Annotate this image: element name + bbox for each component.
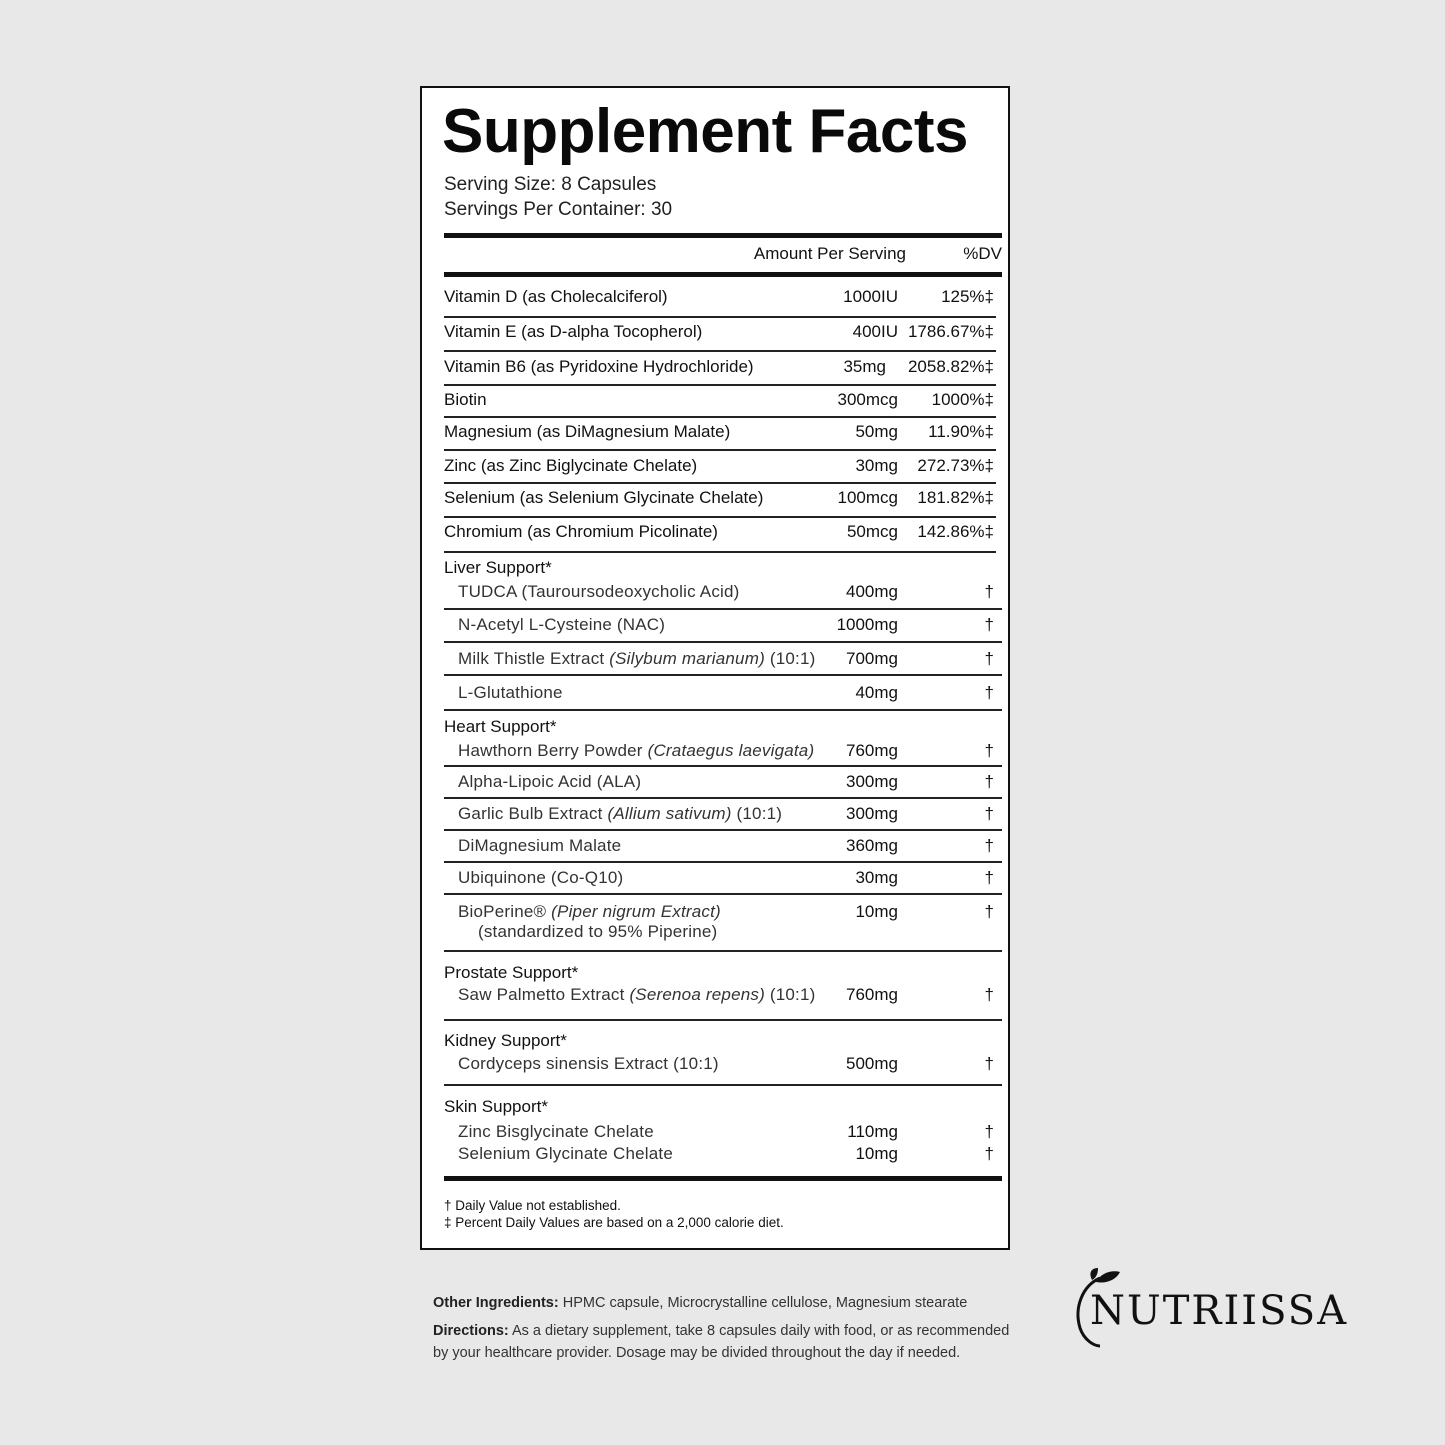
ingredient-dv: † xyxy=(984,615,994,634)
supplement-facts-panel xyxy=(420,86,1010,1250)
row-divider xyxy=(444,797,1002,799)
nutrient-name: Selenium (as Selenium Glycinate Chelate) xyxy=(444,488,764,507)
ingredient-dv: † xyxy=(984,741,994,760)
ingredient-amount: 760mg xyxy=(846,985,898,1004)
row-divider xyxy=(444,861,1002,863)
brand-logo xyxy=(1070,1268,1360,1348)
ingredient-amount: 700mg xyxy=(846,649,898,668)
ingredient-amount: 300mg xyxy=(846,804,898,823)
nutrient-amount: 50mcg xyxy=(846,522,898,541)
row-divider xyxy=(444,350,996,352)
row-divider xyxy=(444,316,996,318)
ingredient-dv: † xyxy=(984,985,994,1004)
nutrient-dv: 1786.67%‡ xyxy=(907,322,994,341)
nutrient-amount: 300mcg xyxy=(837,390,898,409)
group-title-heart: Heart Support* xyxy=(444,717,557,736)
group-title-prostate: Prostate Support* xyxy=(444,963,579,982)
row-divider xyxy=(444,1084,1002,1086)
ingredient-name: Milk Thistle Extract (Silybum marianum) (10:1) xyxy=(458,649,816,668)
row-divider xyxy=(444,482,996,484)
nutrient-amount: 100mcg xyxy=(837,488,898,507)
nutrient-dv: 272.73%‡ xyxy=(917,456,994,475)
ingredient-dv: † xyxy=(984,582,994,601)
row-divider xyxy=(444,449,996,451)
row-divider xyxy=(444,416,996,418)
nutrient-name: Biotin xyxy=(444,390,487,409)
row-divider xyxy=(444,829,1002,831)
brand-name: NUTRIISSA xyxy=(1090,1288,1349,1334)
ingredient-name: Cordyceps sinensis Extract (10:1) xyxy=(458,1054,719,1073)
nutrient-name: Magnesium (as DiMagnesium Malate) xyxy=(444,422,731,441)
ingredient-name: Ubiquinone (Co-Q10) xyxy=(458,868,624,887)
nutrient-dv: 181.82%‡ xyxy=(917,488,994,507)
ingredient-name: Zinc Bisglycinate Chelate xyxy=(458,1122,654,1141)
directions: Directions: As a dietary supplement, take 8 capsules daily with food, or as recommended by your healthcare provider. Dosage may be divided throughout the day if needed. xyxy=(433,1323,1010,1361)
ingredient-dv: † xyxy=(984,683,994,702)
ingredient-name: Garlic Bulb Extract (Allium sativum) (10:1) xyxy=(458,804,783,823)
ingredient-dv: † xyxy=(984,649,994,668)
row-divider xyxy=(444,765,1002,767)
label-title: Supplement Facts xyxy=(442,97,968,166)
ingredient-dv: † xyxy=(984,902,994,921)
header-amount: Amount Per Serving xyxy=(753,244,906,263)
nutrient-dv: 1000%‡ xyxy=(931,390,994,409)
row-divider xyxy=(444,950,1002,952)
ingredient-dv: † xyxy=(984,1144,994,1163)
nutrient-name: Chromium (as Chromium Picolinate) xyxy=(444,522,718,541)
ingredient-dv: † xyxy=(984,836,994,855)
footnote-dagger: † Daily Value not established. xyxy=(444,1198,621,1213)
row-divider xyxy=(444,551,996,553)
row-divider xyxy=(444,516,996,518)
ingredient-dv: † xyxy=(984,1122,994,1141)
ingredient-amount: 500mg xyxy=(846,1054,898,1073)
servings-per-container: Servings Per Container: 30 xyxy=(444,199,673,220)
nutrient-dv: 142.86%‡ xyxy=(917,522,994,541)
ingredient-name: L-Glutathione xyxy=(458,683,563,702)
thick-rule xyxy=(444,233,1002,238)
nutrient-name: Vitamin E (as D-alpha Tocopherol) xyxy=(444,322,703,341)
nutrient-amount: 30mg xyxy=(855,456,898,475)
nutrient-dv: 2058.82%‡ xyxy=(907,357,994,376)
nutrient-amount: 35mg xyxy=(843,357,886,376)
other-ingredients: Other Ingredients: HPMC capsule, Microcrystalline cellulose, Magnesium stearate xyxy=(433,1295,968,1311)
ingredient-name: Alpha-Lipoic Acid (ALA) xyxy=(458,772,642,791)
ingredient-name: Selenium Glycinate Chelate xyxy=(458,1144,673,1163)
ingredient-dv: † xyxy=(984,868,994,887)
footnote-double-dagger: ‡ Percent Daily Values are based on a 2,000 calorie diet. xyxy=(444,1215,784,1230)
group-title-skin: Skin Support* xyxy=(444,1097,548,1116)
ingredient-amount: 360mg xyxy=(846,836,898,855)
nutrient-amount: 50mg xyxy=(855,422,898,441)
nutrient-amount: 400IU xyxy=(852,322,898,341)
ingredient-dv: † xyxy=(984,772,994,791)
ingredient-amount: 40mg xyxy=(855,683,898,702)
row-divider xyxy=(444,893,1002,895)
thick-rule xyxy=(444,272,1002,277)
nutrient-dv: 125%‡ xyxy=(941,287,994,306)
row-divider xyxy=(444,608,1002,610)
header-dv: %DV xyxy=(963,244,1002,263)
row-divider xyxy=(444,1019,1002,1021)
ingredient-amount: 10mg xyxy=(855,902,898,921)
ingredient-name: Hawthorn Berry Powder (Crataegus laevigata) xyxy=(458,741,815,760)
nutrient-name: Zinc (as Zinc Biglycinate Chelate) xyxy=(444,456,698,475)
group-title-kidney: Kidney Support* xyxy=(444,1031,567,1050)
ingredient-amount: 10mg xyxy=(855,1144,898,1163)
ingredient-name: N-Acetyl L-Cysteine (NAC) xyxy=(458,615,666,634)
nutrient-dv: 11.90%‡ xyxy=(928,422,994,441)
ingredient-amount: 400mg xyxy=(846,582,898,601)
nutrient-amount: 1000IU xyxy=(843,287,898,306)
row-divider xyxy=(444,641,1002,643)
group-title-liver: Liver Support* xyxy=(444,558,552,577)
row-divider xyxy=(444,674,1002,676)
row-divider xyxy=(444,709,1002,711)
nutrient-name: Vitamin D (as Cholecalciferol) xyxy=(444,287,668,306)
ingredient-name: TUDCA (Tauroursodeoxycholic Acid) xyxy=(458,582,740,601)
ingredient-amount: 30mg xyxy=(855,868,898,887)
serving-size: Serving Size: 8 Capsules xyxy=(444,174,657,195)
ingredient-amount: 300mg xyxy=(846,772,898,791)
ingredient-name: BioPerine® (Piper nigrum Extract) (standardized to 95% Piperine) xyxy=(458,902,721,941)
ingredient-dv: † xyxy=(984,804,994,823)
ingredient-name: DiMagnesium Malate xyxy=(458,836,622,855)
thick-rule xyxy=(444,1176,1002,1181)
ingredient-amount: 1000mg xyxy=(836,615,898,634)
nutrient-name: Vitamin B6 (as Pyridoxine Hydrochloride) xyxy=(444,357,754,376)
ingredient-name: Saw Palmetto Extract (Serenoa repens) (10:1) xyxy=(458,985,816,1004)
ingredient-amount: 760mg xyxy=(846,741,898,760)
ingredient-dv: † xyxy=(984,1054,994,1073)
row-divider xyxy=(444,384,996,386)
ingredient-amount: 110mg xyxy=(847,1122,898,1141)
